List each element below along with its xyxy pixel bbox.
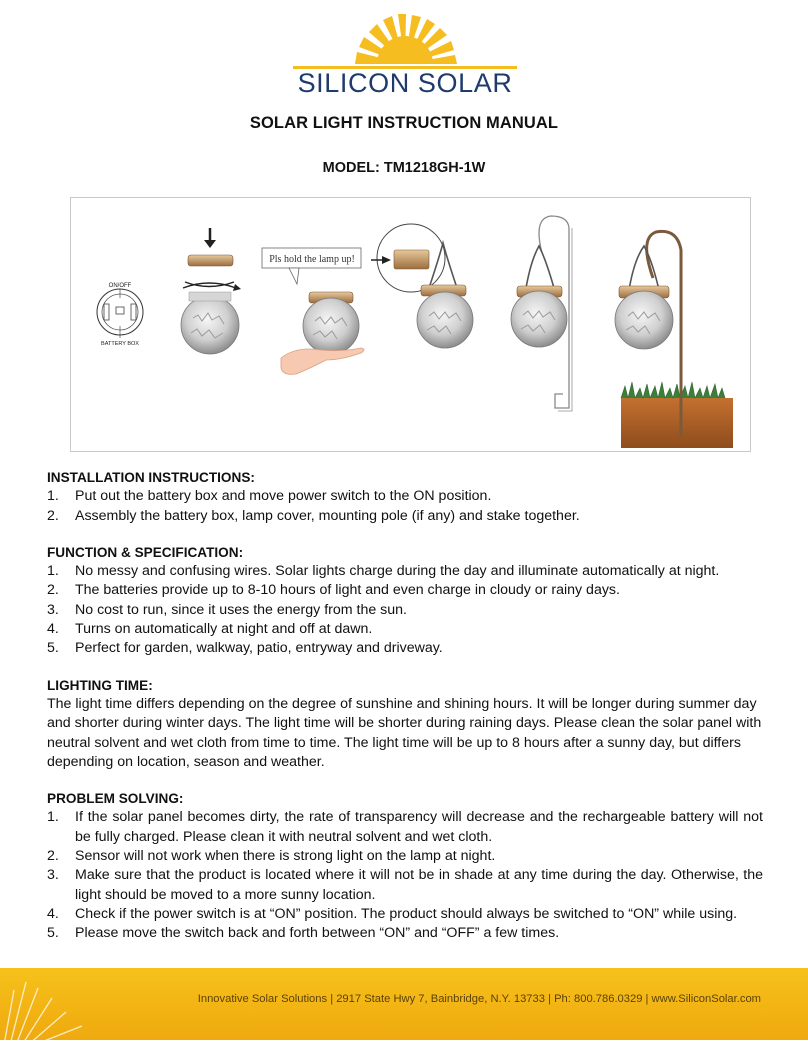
ground-stake-diagram	[615, 231, 733, 448]
lighting-section	[47, 676, 763, 772]
white-hook-diagram	[511, 216, 572, 411]
problem-heading: PROBLEM SOLVING:	[47, 791, 184, 807]
list-item: 1. If the solar panel becomes dirty, the rate of transparency will decrease and the rechargeable battery will not be fully charged. Please clean it with neutral solvent and wet cloth.	[47, 809, 763, 845]
lighting-body: The light time differs depending on the degree of sunshine and shining hours. It will be longer during summer day and shorter during winter days. The light time will be shorter during raining days. Please clean the solar panel with neutral solvent and wet cloth from time to time. The light time will be up to 8 hours after a sunny day, but differs depending on location, season and weather.	[47, 695, 762, 770]
lighting-heading: LIGHTING TIME:	[47, 677, 153, 693]
list-item: 4. Turns on automatically at night and off at dawn.	[47, 621, 373, 638]
sun-rays-icon	[285, 12, 525, 98]
installation-heading: INSTALLATION INSTRUCTIONS:	[47, 470, 255, 485]
list-item: 2. Sensor will not work when there is strong light on the lamp at night.	[47, 848, 496, 865]
hold-lamp-diagram	[262, 248, 364, 374]
battery-box-diagram	[97, 283, 143, 347]
sun-rays-decoration-icon	[0, 968, 120, 1045]
battery-box-label: BATTERY BOX	[101, 341, 139, 347]
list-item: 2. Assembly the battery box, lamp cover, mounting pole (if any) and stake together.	[47, 507, 580, 524]
brand-wordmark: SILICON SOLAR	[297, 68, 513, 98]
page-footer	[0, 968, 808, 1045]
list-item: 3. No cost to run, since it uses the energy from the sun.	[47, 601, 407, 618]
list-item: 1. Put out the battery box and move power switch to the ON position.	[47, 488, 492, 505]
list-item: 2. The batteries provide up to 8-10 hours of light and even charge in cloudy or rainy days.	[47, 582, 620, 599]
silicon-solar-logo	[285, 12, 525, 98]
list-item: 3. Make sure that the product is located where it will not be in shade at any time during the day. Otherwise, the light should be moved to a more sunny location.	[47, 867, 763, 903]
installation-section	[47, 468, 763, 526]
on-off-label: ON/OFF	[108, 283, 132, 289]
assembly-illustration	[70, 197, 751, 452]
model-number: MODEL: TM1218GH-1W	[322, 160, 486, 176]
footer-strip	[0, 1040, 808, 1045]
problem-section	[47, 789, 763, 943]
list-item: 5. Please move the switch back and forth between “ON” and “OFF” a few times.	[47, 925, 560, 942]
hanger-closeup-diagram	[371, 224, 473, 348]
lamp-cover-diagram	[181, 228, 241, 354]
function-section	[47, 543, 763, 659]
function-heading: FUNCTION & SPECIFICATION:	[47, 544, 244, 560]
document-title: SOLAR LIGHT INSTRUCTION MANUAL	[249, 114, 559, 132]
list-item: 1. No messy and confusing wires. Solar lights charge during the day and illuminate automatically at night.	[47, 563, 720, 580]
speech-bubble: Pls hold the lamp up!	[269, 254, 355, 265]
footer-contact: Innovative Solar Solutions | 2917 State Hwy 7, Bainbridge, N.Y. 13733 | Ph: 800.786.0329 | www.SiliconSolar.com	[197, 993, 761, 1005]
list-item: 4. Check if the power switch is at “ON” position. The product should always be switched to “ON” while using.	[47, 905, 738, 922]
list-item: 5. Perfect for garden, walkway, patio, entryway and driveway.	[47, 640, 443, 657]
manual-content	[47, 468, 763, 961]
